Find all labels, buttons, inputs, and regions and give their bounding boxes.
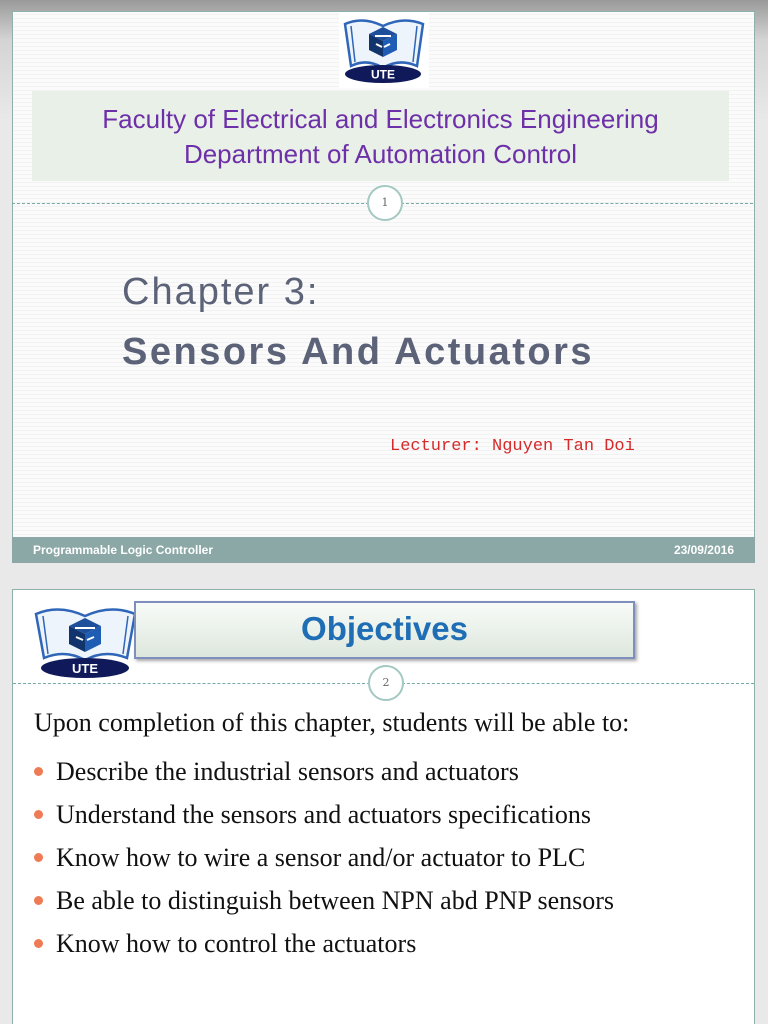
chapter-label: Chapter 3:: [122, 271, 320, 313]
logo-text: UTE: [72, 661, 98, 676]
faculty-header: [32, 91, 729, 181]
bullet-text: Describe the industrial sensors and actuators: [56, 757, 519, 786]
bullet-text: Know how to control the actuators: [56, 929, 417, 958]
faculty-name: Faculty of Electrical and Electronics Engineering: [102, 104, 659, 134]
bullet-dot-icon: [34, 853, 43, 862]
slide-date: 23/09/2016: [673, 543, 734, 557]
course-name: Programmable Logic Controller: [33, 543, 214, 557]
list-item: [34, 879, 614, 922]
logo-text: UTE: [371, 67, 395, 82]
ute-logo-icon: [339, 12, 429, 88]
list-item: [34, 922, 614, 965]
page-number-badge: 1: [367, 185, 403, 221]
department-name: Department of Automation Control: [183, 139, 578, 169]
bullet-dot-icon: [34, 767, 43, 776]
bullet-text: Understand the sensors and actuators specifications: [56, 800, 592, 829]
title-slide: [12, 11, 755, 563]
slide-footer: [12, 537, 755, 563]
objectives-intro: Upon completion of this chapter, students will be able to:: [34, 708, 630, 737]
bullet-text: Know how to wire a sensor and/or actuator to PLC: [56, 843, 586, 872]
list-item: [34, 836, 614, 879]
bullet-dot-icon: [34, 896, 43, 905]
objectives-slide: [12, 589, 755, 1024]
bullet-dot-icon: [34, 939, 43, 948]
bullet-dot-icon: [34, 810, 43, 819]
list-item: [34, 793, 614, 836]
objectives-title: Objectives: [134, 601, 635, 659]
ute-logo-icon: [31, 600, 141, 682]
page-number-badge: 2: [368, 665, 404, 701]
lecturer-name: Lecturer: Nguyen Tan Doi: [390, 437, 635, 456]
objectives-list: [34, 750, 614, 965]
chapter-title: Sensors And Actuators: [122, 331, 594, 373]
list-item: [34, 750, 614, 793]
bullet-text: Be able to distinguish between NPN abd PNP sensors: [56, 886, 614, 915]
